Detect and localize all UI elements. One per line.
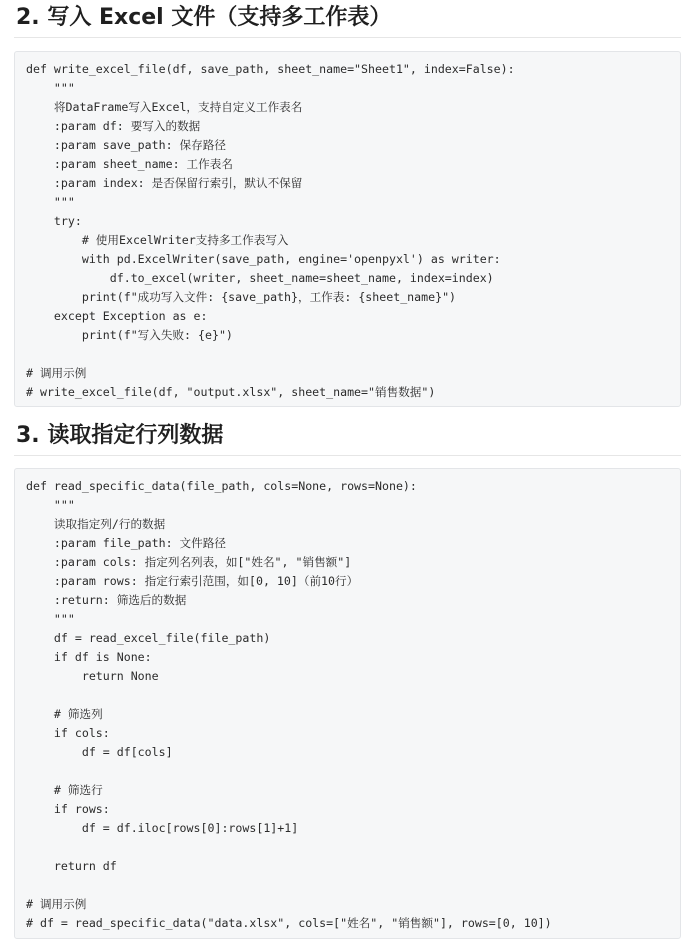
code-line: # df = read_specific_data("data.xlsx", cols=["姓名", "销售额"], rows=[0, 10])	[26, 916, 552, 930]
section-heading-read-specific: 3. 读取指定行列数据	[16, 423, 224, 448]
code-line: 读取指定列/行的数据	[26, 517, 166, 531]
code-line: print(f"写入失败: {e}")	[26, 328, 233, 342]
code-line	[26, 876, 680, 895]
code-line: # 使用ExcelWriter支持多工作表写入	[26, 233, 289, 247]
code-line: """	[26, 195, 75, 209]
code-line: :param index: 是否保留行索引，默认不保留	[26, 176, 303, 190]
code-line: :param df: 要写入的数据	[26, 119, 201, 133]
code-line: if df is None:	[26, 650, 152, 664]
code-line: """	[26, 81, 75, 95]
code-line: :return: 筛选后的数据	[26, 593, 187, 607]
code-line: df = read_excel_file(file_path)	[26, 631, 271, 645]
code-block-read-specific[interactable]	[14, 468, 681, 939]
code-line: df.to_excel(writer, sheet_name=sheet_name, index=index)	[26, 271, 494, 285]
section-heading-write-excel: 2. 写入 Excel 文件（支持多工作表）	[16, 5, 392, 30]
code-line: with pd.ExcelWriter(save_path, engine='openpyxl') as writer:	[26, 252, 501, 266]
code-line	[26, 345, 680, 364]
code-line: print(f"成功写入文件: {save_path}，工作表: {sheet_name}")	[26, 290, 457, 304]
code-line: def read_specific_data(file_path, cols=None, rows=None):	[26, 479, 417, 493]
code-line: # 筛选行	[26, 783, 103, 797]
code-line: if cols:	[26, 726, 110, 740]
code-line: """	[26, 612, 75, 626]
code-line: # 调用示例	[26, 366, 87, 380]
code-line: df = df.iloc[rows[0]:rows[1]+1]	[26, 821, 299, 835]
code-line: df = df[cols]	[26, 745, 173, 759]
heading-divider	[14, 37, 681, 38]
code-line: :param file_path: 文件路径	[26, 536, 226, 550]
code-line: try:	[26, 214, 82, 228]
code-line	[26, 838, 680, 857]
code-line: :param sheet_name: 工作表名	[26, 157, 233, 171]
code-line: # 筛选列	[26, 707, 103, 721]
code-line	[26, 686, 680, 705]
code-line: except Exception as e:	[26, 309, 208, 323]
code-line: :param cols: 指定列名列表，如["姓名", "销售额"]	[26, 555, 352, 569]
code-line: # write_excel_file(df, "output.xlsx", sheet_name="销售数据")	[26, 385, 436, 399]
code-line: :param save_path: 保存路径	[26, 138, 226, 152]
code-line: """	[26, 498, 75, 512]
code-line: if rows:	[26, 802, 110, 816]
code-block-write-excel[interactable]	[14, 51, 681, 407]
heading-divider	[14, 455, 681, 456]
code-line: return None	[26, 669, 159, 683]
code-line: 将DataFrame写入Excel，支持自定义工作表名	[26, 100, 303, 114]
code-line: :param rows: 指定行索引范围，如[0, 10]（前10行）	[26, 574, 359, 588]
code-line	[26, 762, 680, 781]
code-line: # 调用示例	[26, 897, 87, 911]
code-line: return df	[26, 859, 117, 873]
code-line: def write_excel_file(df, save_path, sheet_name="Sheet1", index=False):	[26, 62, 515, 76]
